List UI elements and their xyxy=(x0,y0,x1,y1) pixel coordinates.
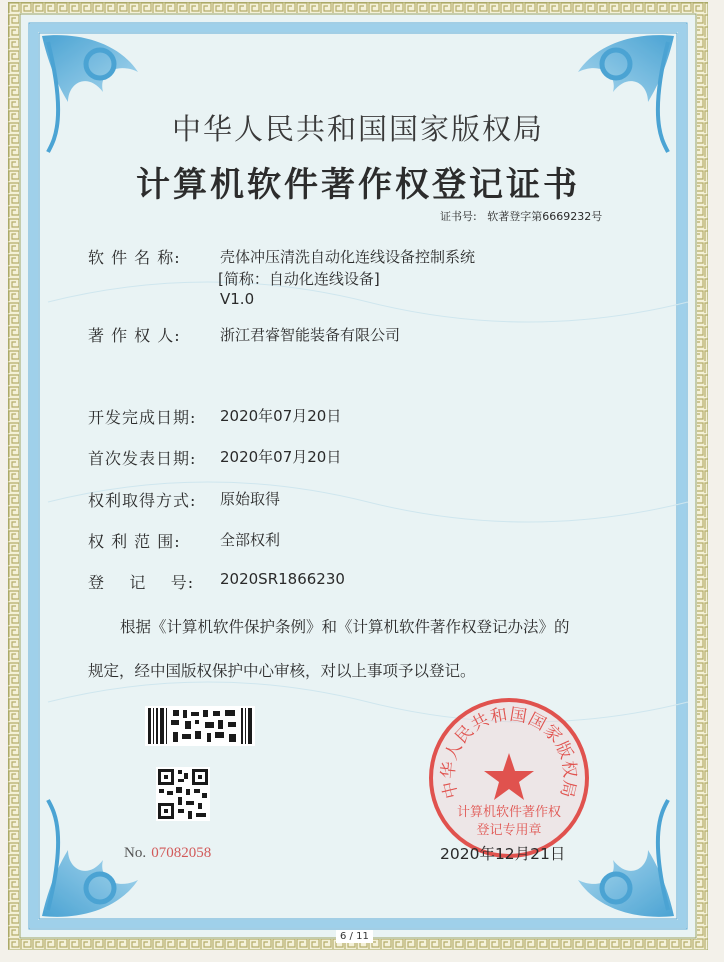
certificate-number-value: 软著登字第6669232号 xyxy=(487,210,603,223)
statement-line-2: 规定，经中国版权保护中心审核，对以上事项予以登记。 xyxy=(88,662,476,680)
registration-number: 2020SR1866230 xyxy=(220,570,345,588)
seal-ring-text: 中华人民共和国国家版权局 xyxy=(438,704,580,801)
certificate-number xyxy=(440,208,602,224)
owner: 浙江君睿智能装备有限公司 xyxy=(220,326,401,344)
software-short-name: [简称：自动化连线设备] xyxy=(218,270,380,288)
serial-number-label: No. xyxy=(124,845,147,861)
serial-number xyxy=(124,842,211,862)
software-version: V1.0 xyxy=(220,290,255,308)
acquisition-label: 权利取得方式: xyxy=(88,491,197,510)
reg-label: 登 记 号: xyxy=(88,573,195,592)
serial-number-value: 07082058 xyxy=(151,845,212,861)
seal-line-1: 计算机软件著作权 xyxy=(456,805,562,820)
software-name: 壳体冲压清洗自动化连线设备控制系统 xyxy=(220,248,476,266)
dev-date: 2020年07月20日 xyxy=(220,407,342,425)
page-indicator: 6 / 11 xyxy=(336,930,373,943)
issuer-title: 中华人民共和国国家版权局 xyxy=(171,112,544,146)
statement-line-1: 根据《计算机软件保护条例》和《计算机软件著作权登记办法》的 xyxy=(120,618,570,636)
pub-date-label: 首次发表日期: xyxy=(88,449,197,468)
dev-date-label: 开发完成日期: xyxy=(88,408,197,427)
rights-scope: 全部权利 xyxy=(220,531,281,549)
acquisition-method: 原始取得 xyxy=(220,490,281,508)
official-seal xyxy=(426,695,592,861)
certificate-title: 计算机软件著作权登记证书 xyxy=(136,165,580,205)
scope-label: 权 利 范 围: xyxy=(88,532,181,551)
owner-label: 著 作 权 人: xyxy=(88,326,181,345)
pub-date: 2020年07月20日 xyxy=(220,448,342,466)
barcode-icon xyxy=(145,706,255,746)
qr-code-icon xyxy=(156,767,210,821)
certificate-number-label: 证书号: xyxy=(440,210,477,223)
seal-line-2: 登记专用章 xyxy=(476,823,542,838)
issue-date: 2020年12月21日 xyxy=(440,845,566,863)
software-name-label: 软 件 名 称: xyxy=(88,248,181,267)
certificate xyxy=(8,2,708,950)
